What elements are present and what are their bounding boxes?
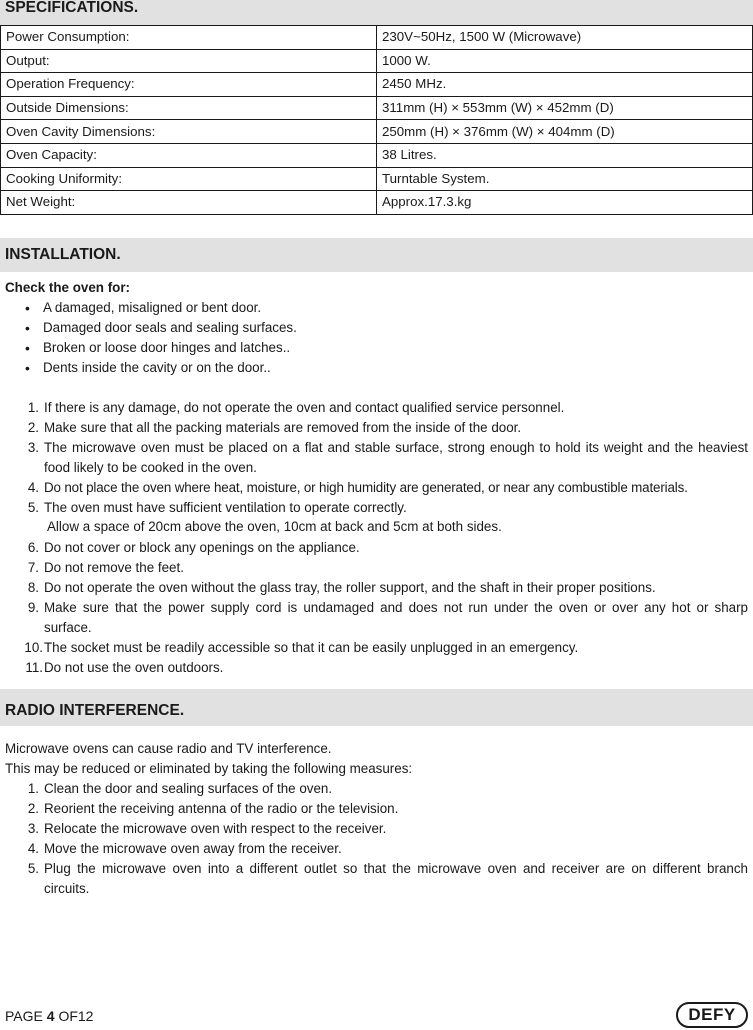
bullet-text: A damaged, misaligned or bent door. (43, 300, 262, 315)
step-number: 9. (27, 600, 39, 615)
step-number: 10. (24, 640, 43, 655)
bullet-icon: • (25, 360, 30, 376)
step-text: If there is any damage, do not operate the oven and contact qualified service personnel. (44, 400, 565, 415)
spec-value: 230V~50Hz, 1500 W (Microwave) (377, 26, 753, 50)
step-number: 1. (27, 400, 39, 415)
spec-value: 2450 MHz. (377, 73, 753, 97)
step-number: 2. (27, 420, 39, 435)
spec-value: Turntable System. (377, 167, 753, 191)
specifications-heading: SPECIFICATIONS. (0, 0, 753, 26)
bullet-text: Dents inside the cavity or on the door.. (43, 360, 271, 375)
step-text: Do not operate the oven without the glass tray, the roller support, and the shaft in their proper positions. (44, 580, 656, 595)
step-text: The oven must have sufficient ventilation to operate correctly. (44, 500, 407, 515)
bullet-text: Broken or loose door hinges and latches.. (43, 340, 291, 355)
step-text: Do not remove the feet. (44, 560, 184, 575)
spec-label: Oven Cavity Dimensions: (1, 120, 377, 144)
step-text: The microwave oven must be placed on a flat and stable surface, strong enough to hold its weight and the heaviest food likely to be cooked in the oven. (44, 440, 748, 475)
step-number: 1. (27, 781, 39, 796)
bullet-text: Damaged door seals and sealing surfaces. (43, 320, 297, 335)
radio-intro-line-2: This may be reduced or eliminated by taking the following measures: (5, 761, 413, 776)
step-number: 6. (27, 540, 39, 555)
table-row (1, 73, 753, 97)
spec-value: 311mm (H) × 553mm (W) × 452mm (D) (377, 96, 753, 120)
table-row (1, 49, 753, 73)
check-heading: Check the oven for: (5, 280, 131, 295)
spec-value: 250mm (H) × 376mm (W) × 404mm (D) (377, 120, 753, 144)
page-suffix: OF12 (54, 1008, 94, 1024)
spec-label: Operation Frequency: (1, 73, 377, 97)
spec-label: Power Consumption: (1, 26, 377, 50)
table-row (1, 167, 753, 191)
step-text: Move the microwave oven away from the receiver. (44, 841, 342, 856)
step-text: Clean the door and sealing surfaces of the oven. (44, 781, 333, 796)
step-text: Reorient the receiving antenna of the radio or the television. (44, 801, 399, 816)
spec-label: Cooking Uniformity: (1, 167, 377, 191)
table-row (1, 191, 753, 215)
step-text: Make sure that all the packing materials are removed from the inside of the door. (44, 420, 522, 435)
table-row (1, 96, 753, 120)
step-text: Relocate the microwave oven with respect to the receiver. (44, 821, 387, 836)
step-text: Do not cover or block any openings on the appliance. (44, 540, 360, 555)
spec-value: 38 Litres. (377, 143, 753, 167)
step-text: Do not place the oven where heat, moisture, or high humidity are generated, or near any combustible materials. (44, 480, 688, 495)
step-number: 4. (27, 841, 39, 856)
spec-label: Output: (1, 49, 377, 73)
step-text: Make sure that the power supply cord is undamaged and does not run under the oven or over any hot or sharp surface. (44, 600, 748, 635)
specifications-table (0, 25, 753, 215)
step-text: The socket must be readily accessible so that it can be easily unplugged in an emergency. (44, 640, 579, 655)
spec-label: Oven Capacity: (1, 143, 377, 167)
step-text: Plug the microwave oven into a different outlet so that the microwave oven and receiver are on different branch circuits. (44, 861, 748, 896)
step-number: 3. (27, 821, 39, 836)
radio-interference-heading: RADIO INTERFERENCE. (0, 689, 753, 726)
spec-value: 1000 W. (377, 49, 753, 73)
radio-intro-line-1: Microwave ovens can cause radio and TV interference. (5, 741, 332, 756)
step-number: 11. (25, 660, 43, 675)
installation-heading: INSTALLATION. (0, 238, 753, 272)
step-number: 2. (27, 801, 39, 816)
bullet-icon: • (25, 340, 30, 356)
step-number: 3. (27, 440, 39, 455)
step-number: 8. (27, 580, 39, 595)
page-prefix: PAGE (5, 1008, 47, 1024)
defy-logo: DEFY (676, 1002, 748, 1028)
step-number: 5. (27, 861, 39, 876)
bullet-icon: • (25, 300, 30, 316)
spec-label: Net Weight: (1, 191, 377, 215)
ventilation-note: Allow a space of 20cm above the oven, 10cm at back and 5cm at both sides. (47, 519, 502, 534)
page-current: 4 (46, 1008, 55, 1024)
table-row (1, 120, 753, 144)
step-number: 7. (27, 560, 39, 575)
step-number: 4. (27, 480, 39, 495)
table-row (1, 26, 753, 50)
step-number: 5. (27, 500, 39, 515)
bullet-icon: • (25, 320, 30, 336)
page-number (5, 1006, 93, 1026)
spec-label: Outside Dimensions: (1, 96, 377, 120)
spec-value: Approx.17.3.kg (377, 191, 753, 215)
step-text: Do not use the oven outdoors. (44, 660, 224, 675)
table-row (1, 143, 753, 167)
